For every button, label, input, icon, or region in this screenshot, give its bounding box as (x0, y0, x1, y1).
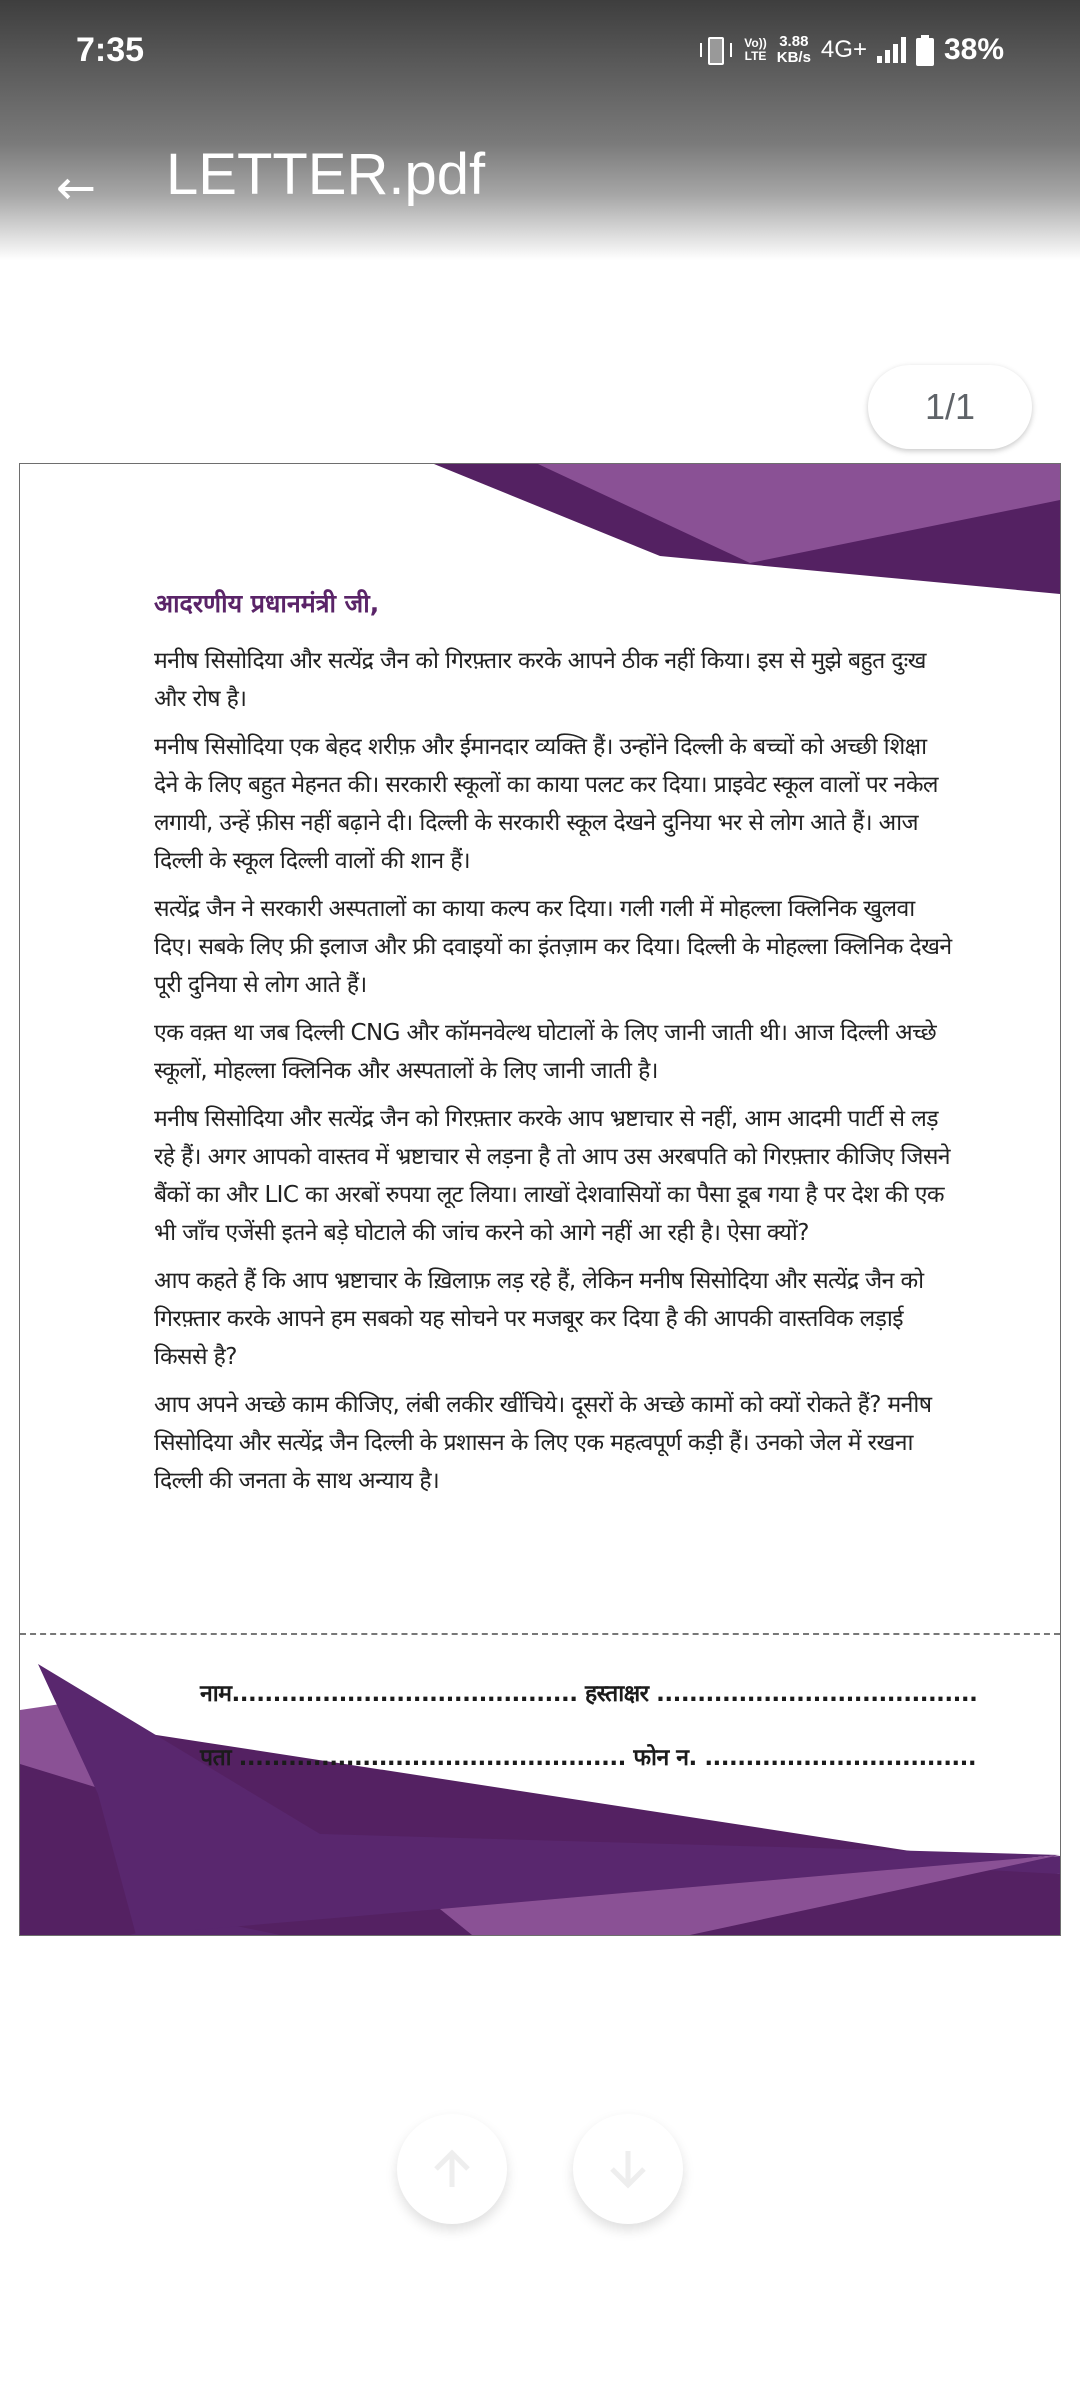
pdf-page (19, 463, 1061, 1936)
signal-icon (877, 37, 906, 63)
arrow-up-icon (428, 2145, 476, 2193)
form-row-address (200, 1740, 976, 1772)
volte-icon (744, 37, 766, 63)
battery-icon (916, 35, 934, 65)
paragraph: मनीष सिसोदिया और सत्येंद्र जैन को गिरफ़्तार करके आपने ठीक नहीं किया। इस से मुझे बहुत दुःख और रोष है। (154, 648, 926, 712)
battery-percent: 38% (943, 33, 1004, 66)
paragraph: मनीष सिसोदिया और सत्येंद्र जैन को गिरफ़्तार करके आप भ्रष्टाचार से नहीं, आम आदमी पार्टी से लड़ रहे हैं। अगर आपको वास्तव में भ्रष्टाचार से लड़ना है तो आप उस अरबपति को गिरफ़्तार कीजिए जिसने बैंकों का और LIC का अरबों रुपया लूट लिया। लाखों देशवासियों का पैसा डूब गया है पर देश की एक भी जाँच एजेंसी इतने बड़े घोटाले की जांच करने को आगे नहीं आ रही है। ऐसा क्यों? (154, 1106, 950, 1246)
form-row-name (200, 1676, 977, 1708)
previous-page-button[interactable] (397, 2114, 507, 2224)
status-bar (0, 30, 1080, 70)
arrow-left-icon: ← (55, 160, 97, 216)
vibrate-icon (698, 35, 734, 65)
name-dots: .......................................... (231, 1681, 578, 1707)
address-dots: ............................................... (238, 1745, 626, 1771)
paragraph: आप अपने अच्छे काम कीजिए, लंबी लकीर खींचिये। दूसरों के अच्छे कामों को क्यों रोकते हैं? मनीष सिसोदिया और सत्येंद्र जैन दिल्ली के प्रशासन के लिए एक महत्वपूर्ण कड़ी हैं। उनको जेल में रखना दिल्ली की जनता के साथ अन्याय है। (154, 1392, 932, 1494)
paragraph: मनीष सिसोदिया एक बेहद शरीफ़ और ईमानदार व्यक्ति हैं। उन्होंने दिल्ली के बच्चों को अच्छी शिक्षा देने के लिए बहुत मेहनत की। सरकारी स्कूलों का काया पलट कर दिया। प्राइवेट स्कूल वालों पर नकेल लगायी, उन्हें फ़ीस नहीं बढ़ाने दी। दिल्ली के सरकारी स्कूल देखने दुनिया भर से लोग आते हैं। आज दिल्ली के स्कूल दिल्ली वालों की शान हैं। (154, 734, 938, 874)
page-indicator: 1/1 (868, 365, 1032, 449)
letter-body (154, 584, 954, 1510)
next-page-button[interactable] (573, 2114, 683, 2224)
document-title: LETTER.pdf (166, 142, 486, 207)
signature-label: हस्ताक्षर (584, 1681, 649, 1707)
paragraph: सत्येंद्र जैन ने सरकारी अस्पतालों का काया कल्प कर दिया। गली गली में मोहल्ला क्लिनिक खुलवा दिए। सबके लिए फ्री इलाज और फ्री दवाइयों का इंतज़ाम कर दिया। दिल्ली के मोहल्ला क्लिनिक देखने पूरी दुनिया से लोग आते हैं। (154, 896, 952, 998)
salutation: आदरणीय प्रधानमंत्री जी, (154, 589, 380, 618)
volte-bottom: LTE (744, 49, 767, 63)
speed-value: 3.88 (779, 33, 809, 50)
paragraph: एक वक़्त था जब दिल्ली CNG और कॉमनवेल्थ घोटालों के लिए जानी जाती थी। आज दिल्ली अच्छे स्कूलों, मोहल्ला क्लिनिक और अस्पतालों के लिए जानी जाती है। (154, 1020, 937, 1084)
network-speed (777, 34, 811, 66)
phone-label: फोन न. (633, 1745, 697, 1771)
cut-line-divider (20, 1633, 1060, 1635)
network-type: 4G+ (820, 36, 867, 63)
volte-top: Vo)) (744, 36, 767, 50)
paragraph: आप कहते हैं कि आप भ्रष्टाचार के ख़िलाफ़ लड़ रहे हैं, लेकिन मनीष सिसोदिया और सत्येंद्र जैन को गिरफ़्तार करके आपने हम सबको यह सोचने पर मजबूर कर दिया है की आपकी वास्तविक लड़ाई किससे है? (154, 1268, 924, 1370)
status-icons (698, 30, 1004, 70)
speed-unit: KB/s (776, 49, 811, 66)
back-button[interactable] (48, 160, 104, 216)
signature-dots: ....................................... (656, 1681, 978, 1707)
top-app-bar (0, 0, 1080, 260)
name-label: नाम (200, 1681, 232, 1707)
arrow-down-icon (604, 2145, 652, 2193)
address-label: पता (200, 1745, 232, 1771)
status-time: 7:35 (76, 31, 145, 69)
phone-dots: ................................. (704, 1745, 977, 1771)
